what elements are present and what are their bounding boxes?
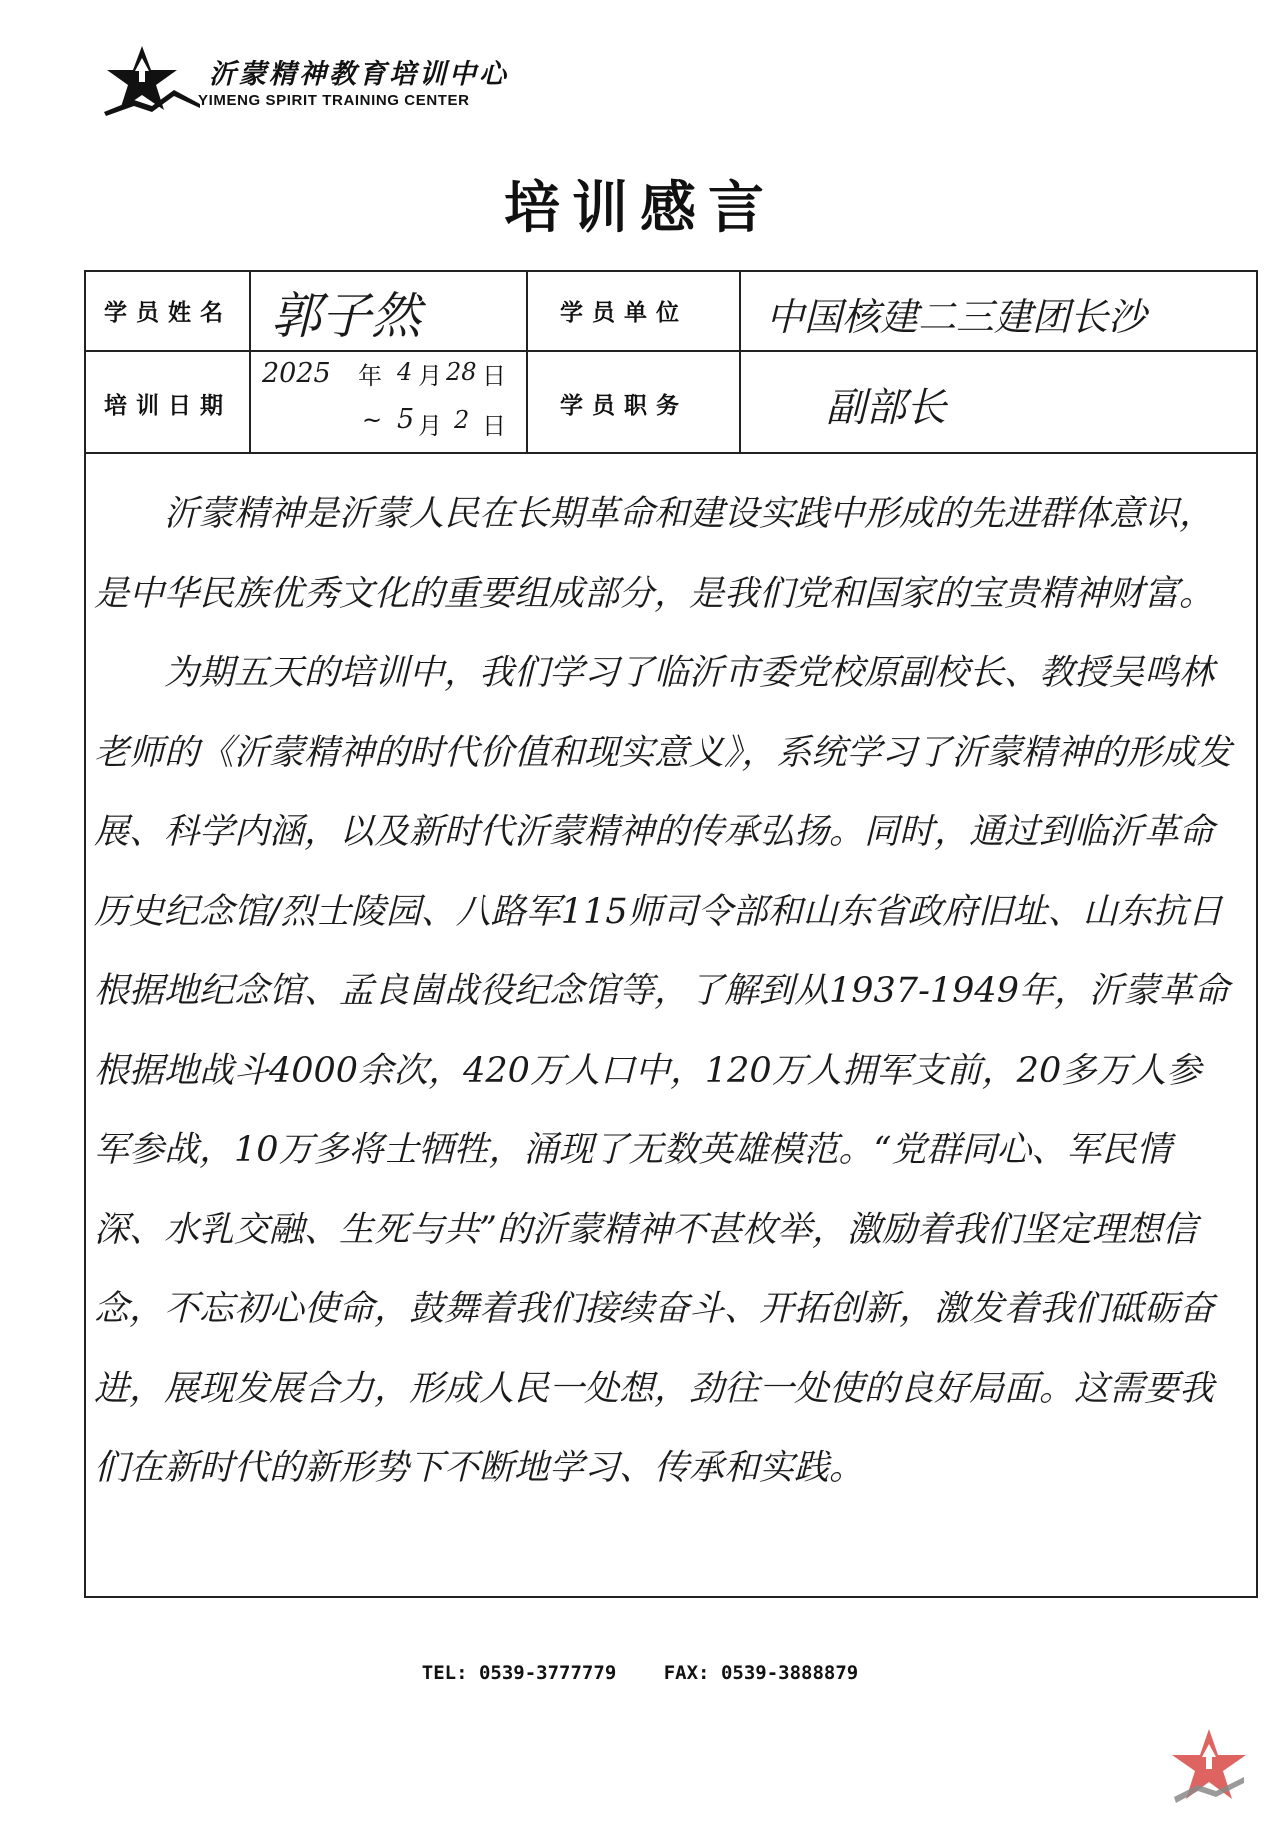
fax-label: FAX: bbox=[663, 1662, 710, 1684]
row-divider bbox=[86, 452, 1256, 454]
date-end-day: 2 bbox=[454, 406, 470, 434]
col-divider bbox=[526, 272, 528, 452]
unit-label: 学员单位 bbox=[560, 300, 688, 326]
date-start-day: 28 bbox=[446, 358, 477, 386]
star-mountain-icon bbox=[104, 44, 200, 116]
unit-value: 中国核建二三建团长沙 bbox=[766, 295, 1147, 339]
name-label: 学员姓名 bbox=[104, 300, 232, 326]
date-year-suffix: 年 bbox=[358, 362, 382, 390]
essay-paragraph: 沂蒙精神是沂蒙人民在长期革命和建设实践中形成的先进群体意识，是中华民族优秀文化的重要组成部分，是我们党和国家的宝贵精神财富。 bbox=[94, 494, 1215, 614]
date-end-month: 5 bbox=[397, 404, 415, 435]
fax-value: 0539-3888879 bbox=[720, 1662, 859, 1684]
header-logo bbox=[104, 44, 564, 124]
corner-star-icon bbox=[1168, 1725, 1250, 1807]
col-divider bbox=[249, 272, 251, 452]
date-day-suffix: 日 bbox=[482, 412, 506, 440]
essay-paragraph: 为期五天的培训中，我们学习了临沂市委党校原副校长、教授吴鸣林老师的《沂蒙精神的时代价值和现实意义》，系统学习了沂蒙精神的形成发展、科学内涵，以及新时代沂蒙精神的传承弘扬。同时，通过到临沂革命历史纪念馆/烈士陵园、八路军115师司令部和山东省政府旧址、山东抗日根据地纪念馆、孟良崮战役纪念馆等，了解到从1937-1949年，沂蒙革命根据地战斗4000余次，420万人口中，120万人拥军支前，20多万人参军参战，10万多将士牺牲，涌现了无数英雄模范。“党群同心、军民情深、水乳交融、生死与共”的沂蒙精神不甚枚举，激励着我们坚定理想信念，不忘初心使命，鼓舞着我们接续奋斗、开拓创新，激发着我们砥砺奋进，展现发展合力，形成人民一处想，劲往一处使的良好局面。这需要我们在新时代的新形势下不断地学习、传承和实践。 bbox=[94, 653, 1232, 1488]
date-year: 2025 bbox=[262, 358, 331, 389]
name-value: 郭子然 bbox=[271, 287, 421, 345]
date-label: 培训日期 bbox=[104, 393, 232, 419]
position-value: 副部长 bbox=[826, 385, 946, 431]
page-title: 培训感言 bbox=[504, 175, 776, 241]
col-divider bbox=[739, 272, 741, 452]
org-name-cn: 沂蒙精神教育培训中心 bbox=[209, 59, 509, 90]
date-month-suffix: 月 bbox=[418, 412, 442, 440]
date-day-suffix: 日 bbox=[482, 362, 506, 390]
date-month-suffix: 月 bbox=[418, 362, 442, 390]
date-tilde: ~ bbox=[362, 406, 383, 434]
contact-footer bbox=[0, 1662, 1280, 1684]
tel-group bbox=[422, 1662, 628, 1684]
fax-group bbox=[664, 1662, 859, 1684]
essay-body bbox=[94, 475, 1234, 1509]
tel-label: TEL: bbox=[421, 1662, 468, 1684]
position-label: 学员职务 bbox=[560, 393, 688, 419]
org-name-en: YIMENG SPIRIT TRAINING CENTER bbox=[198, 92, 470, 109]
date-start-month: 4 bbox=[397, 358, 413, 386]
row-divider bbox=[86, 350, 1256, 352]
tel-value: 0539-3777779 bbox=[478, 1662, 617, 1684]
